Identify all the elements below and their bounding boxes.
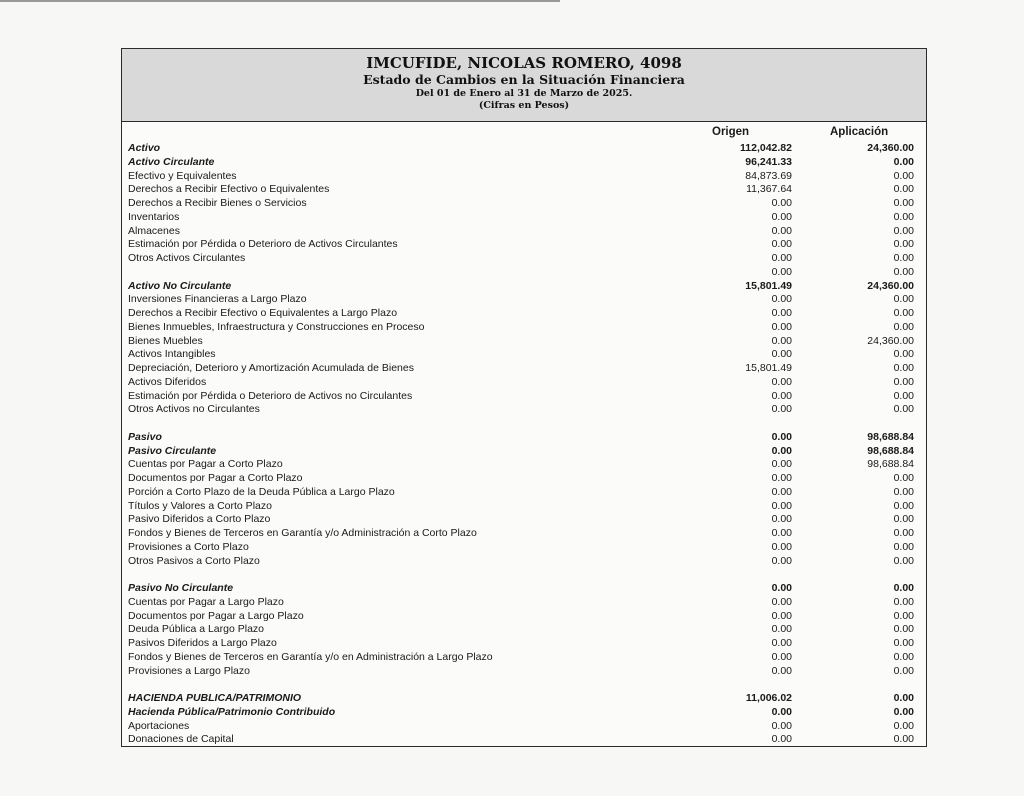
row-aplicacion-value: 24,360.00 xyxy=(867,142,914,154)
row-origen-value: 0.00 xyxy=(771,499,792,512)
table-row xyxy=(122,321,926,335)
row-origen-value: 84,873.69 xyxy=(745,169,792,182)
row-origen-value: 0.00 xyxy=(771,252,792,264)
report-subtitle: Estado de Cambios en la Situación Financiera xyxy=(363,72,685,87)
row-aplicacion-value: 0.00 xyxy=(893,183,914,196)
table-row xyxy=(122,348,926,362)
row-aplicacion-value: 0.00 xyxy=(893,169,914,182)
row-label: Documentos por Pagar a Largo Plazo xyxy=(128,609,304,622)
row-label: Donaciones de Capital xyxy=(128,733,234,746)
row-label: Efectivo y Equivalentes xyxy=(128,169,237,182)
report-title: IMCUFIDE, NICOLAS ROMERO, 4098 xyxy=(366,54,682,72)
row-origen-value: 0.00 xyxy=(771,513,792,526)
row-label: Depreciación, Deterioro y Amortización Acumulada de Bienes xyxy=(128,362,414,374)
section-row xyxy=(122,280,926,294)
row-origen-value: 11,367.64 xyxy=(746,183,792,196)
row-label: Activo No Circulante xyxy=(128,279,232,292)
row-origen-value: 0.00 xyxy=(771,733,792,746)
row-spacer xyxy=(122,678,926,692)
row-origen-value: 0.00 xyxy=(771,197,792,209)
row-label: Hacienda Pública/Patrimonio Contribuido xyxy=(128,705,336,718)
row-aplicacion-value: 0.00 xyxy=(893,650,914,663)
row-origen-value: 0.00 xyxy=(771,637,792,649)
row-aplicacion-value: 0.00 xyxy=(893,499,914,512)
row-aplicacion-value: 0.00 xyxy=(893,692,914,704)
report-period: Del 01 de Enero al 31 de Marzo de 2025. xyxy=(415,88,633,99)
table-row xyxy=(122,376,926,390)
table-row xyxy=(122,183,926,197)
row-spacer xyxy=(122,417,926,431)
row-aplicacion-value: 0.00 xyxy=(893,403,914,416)
table-row xyxy=(122,472,926,486)
table-row xyxy=(122,252,926,266)
scan-edge xyxy=(0,0,560,2)
row-aplicacion-value: 0.00 xyxy=(893,719,914,732)
table-row xyxy=(122,307,926,321)
row-origen-value: 0.00 xyxy=(771,389,792,402)
table-row xyxy=(122,170,926,184)
row-label: Cuentas por Pagar a Largo Plazo xyxy=(128,595,284,608)
table-row xyxy=(122,623,926,637)
row-label: Aportaciones xyxy=(128,719,190,732)
row-label: Pasivo Circulante xyxy=(128,444,217,457)
row-aplicacion-value: 0.00 xyxy=(893,595,914,608)
row-aplicacion-value: 24,360.00 xyxy=(867,334,914,347)
row-origen-value: 0.00 xyxy=(771,224,792,237)
row-label: Pasivos Diferidos a Largo Plazo xyxy=(128,637,277,649)
report-units: (Cifras en Pesos) xyxy=(478,100,570,111)
row-label: Activos Diferidos xyxy=(128,375,207,388)
row-aplicacion-value: 98,688.84 xyxy=(867,430,914,443)
row-label: Provisiones a Corto Plazo xyxy=(128,540,249,553)
row-aplicacion-value: 0.00 xyxy=(893,623,914,636)
row-aplicacion-value: 98,688.84 xyxy=(867,458,914,471)
section-row xyxy=(122,582,926,596)
row-label: Otros Activos no Circulantes xyxy=(128,403,260,416)
row-label: Fondos y Bienes de Terceros en Garantía y/o Administración a Corto Plazo xyxy=(128,527,477,539)
row-origen-value: 0.00 xyxy=(771,210,792,223)
row-label: Fondos y Bienes de Terceros en Garantía y/o en Administración a Largo Plazo xyxy=(128,650,493,663)
row-aplicacion-value: 0.00 xyxy=(893,197,914,209)
table-row xyxy=(122,733,926,747)
row-origen-value: 0.00 xyxy=(771,320,792,333)
table-row xyxy=(122,513,926,527)
row-aplicacion-value: 0.00 xyxy=(893,513,914,526)
row-origen-value: 0.00 xyxy=(771,403,792,416)
row-aplicacion-value: 0.00 xyxy=(893,155,914,168)
row-origen-value: 0.00 xyxy=(771,664,792,677)
row-aplicacion-value: 0.00 xyxy=(893,540,914,553)
row-origen-value: 0.00 xyxy=(771,719,792,732)
row-aplicacion-value: 98,688.84 xyxy=(867,444,914,457)
table-row xyxy=(122,500,926,514)
table-row xyxy=(122,555,926,569)
row-label: Inversiones Financieras a Largo Plazo xyxy=(128,293,307,306)
row-origen-value: 0.00 xyxy=(771,609,792,622)
row-aplicacion-value: 0.00 xyxy=(893,224,914,237)
table-row xyxy=(122,197,926,211)
row-label: Estimación por Pérdida o Deterioro de Activos Circulantes xyxy=(128,238,398,251)
row-origen-value: 0.00 xyxy=(771,334,792,347)
row-label: HACIENDA PUBLICA/PATRIMONIO xyxy=(128,692,302,704)
table-row xyxy=(122,403,926,417)
table-row xyxy=(122,458,926,472)
row-origen-value: 0.00 xyxy=(771,307,792,319)
row-aplicacion-value: 0.00 xyxy=(893,705,914,718)
row-label: Bienes Inmuebles, Infraestructura y Construcciones en Proceso xyxy=(128,320,425,333)
row-aplicacion-value: 0.00 xyxy=(893,733,914,746)
section-row xyxy=(122,431,926,445)
statement-rows xyxy=(122,142,926,747)
row-label: Derechos a Recibir Efectivo o Equivalentes xyxy=(128,183,330,196)
section-row xyxy=(122,142,926,156)
row-aplicacion-value: 0.00 xyxy=(893,252,914,264)
table-row xyxy=(122,362,926,376)
table-row xyxy=(122,293,926,307)
row-label: Bienes Muebles xyxy=(128,334,203,347)
row-origen-value: 0.00 xyxy=(771,705,792,718)
row-label: Almacenes xyxy=(128,224,180,237)
row-label: Otros Activos Circulantes xyxy=(128,252,246,264)
row-origen-value: 0.00 xyxy=(771,554,792,567)
row-origen-value: 0.00 xyxy=(771,650,792,663)
financial-statement xyxy=(121,48,927,747)
row-origen-value: 0.00 xyxy=(771,527,792,539)
row-aplicacion-value: 0.00 xyxy=(893,527,914,539)
column-headers xyxy=(122,126,926,142)
row-label: Cuentas por Pagar a Corto Plazo xyxy=(128,458,283,471)
report-header xyxy=(122,49,926,122)
row-spacer xyxy=(122,568,926,582)
row-label: Porción a Corto Plazo de la Deuda Pública a Largo Plazo xyxy=(128,485,395,498)
table-row xyxy=(122,541,926,555)
row-label: Activo xyxy=(128,142,161,154)
section-row xyxy=(122,706,926,720)
table-row xyxy=(122,390,926,404)
row-aplicacion-value: 0.00 xyxy=(893,664,914,677)
row-origen-value: 0.00 xyxy=(771,540,792,553)
row-origen-value: 15,801.49 xyxy=(745,362,792,374)
row-origen-value: 0.00 xyxy=(771,458,792,471)
row-aplicacion-value: 0.00 xyxy=(893,293,914,306)
table-row xyxy=(122,486,926,500)
row-origen-value: 96,241.33 xyxy=(745,155,792,168)
row-label: Estimación por Pérdida o Deterioro de Activos no Circulantes xyxy=(128,389,413,402)
row-aplicacion-value: 0.00 xyxy=(893,307,914,319)
row-aplicacion-value: 0.00 xyxy=(893,389,914,402)
row-origen-value: 0.00 xyxy=(771,375,792,388)
table-row xyxy=(122,665,926,679)
row-aplicacion-value: 0.00 xyxy=(893,637,914,649)
row-origen-value: 0.00 xyxy=(771,238,792,251)
row-origen-value: 112,042.82 xyxy=(740,142,792,154)
column-header-aplicacion: Aplicación xyxy=(830,126,889,138)
table-row xyxy=(122,266,926,280)
row-aplicacion-value: 24,360.00 xyxy=(867,279,914,292)
row-label: Provisiones a Largo Plazo xyxy=(128,664,250,677)
row-aplicacion-value: 0.00 xyxy=(893,472,914,484)
row-label: Inventarios xyxy=(128,210,180,223)
row-aplicacion-value: 0.00 xyxy=(893,210,914,223)
row-origen-value: 0.00 xyxy=(771,348,792,361)
table-row xyxy=(122,211,926,225)
row-origen-value: 0.00 xyxy=(771,582,792,594)
row-label: Pasivo Diferidos a Corto Plazo xyxy=(128,513,271,526)
row-origen-value: 15,801.49 xyxy=(745,279,792,292)
section-row xyxy=(122,156,926,170)
row-label: Activos Intangibles xyxy=(128,348,216,361)
row-aplicacion-value: 0.00 xyxy=(893,554,914,567)
row-aplicacion-value: 0.00 xyxy=(893,375,914,388)
row-origen-value: 0.00 xyxy=(771,485,792,498)
row-aplicacion-value: 0.00 xyxy=(893,238,914,251)
row-aplicacion-value: 0.00 xyxy=(893,485,914,498)
row-aplicacion-value: 0.00 xyxy=(893,609,914,622)
row-origen-value: 0.00 xyxy=(771,623,792,636)
row-origen-value: 0.00 xyxy=(771,595,792,608)
table-row xyxy=(122,637,926,651)
table-row xyxy=(122,651,926,665)
row-origen-value: 0.00 xyxy=(771,444,792,457)
row-label: Documentos por Pagar a Corto Plazo xyxy=(128,472,303,484)
row-label: Activo Circulante xyxy=(128,155,215,168)
row-label: Pasivo xyxy=(128,430,162,443)
table-row xyxy=(122,610,926,624)
table-row xyxy=(122,527,926,541)
row-aplicacion-value: 0.00 xyxy=(893,265,914,278)
table-row xyxy=(122,225,926,239)
row-label: Otros Pasivos a Corto Plazo xyxy=(128,554,260,567)
row-label: Derechos a Recibir Efectivo o Equivalentes a Largo Plazo xyxy=(128,307,398,319)
row-origen-value: 0.00 xyxy=(771,293,792,306)
column-header-origen: Origen xyxy=(712,126,750,138)
row-label: Derechos a Recibir Bienes o Servicios xyxy=(128,197,307,209)
row-label: Pasivo No Circulante xyxy=(128,582,234,594)
row-origen-value: 11,006.02 xyxy=(745,692,792,704)
row-label: Títulos y Valores a Corto Plazo xyxy=(128,499,272,512)
row-aplicacion-value: 0.00 xyxy=(893,348,914,361)
row-aplicacion-value: 0.00 xyxy=(893,582,914,594)
table-row xyxy=(122,596,926,610)
section-row xyxy=(122,445,926,459)
row-aplicacion-value: 0.00 xyxy=(893,320,914,333)
row-label: Deuda Pública a Largo Plazo xyxy=(128,623,265,636)
row-origen-value: 0.00 xyxy=(771,472,792,484)
section-row xyxy=(122,692,926,706)
row-origen-value: 0.00 xyxy=(771,265,792,278)
table-row xyxy=(122,238,926,252)
table-row xyxy=(122,335,926,349)
table-row xyxy=(122,720,926,734)
row-origen-value: 0.00 xyxy=(771,430,792,443)
row-aplicacion-value: 0.00 xyxy=(893,362,914,374)
